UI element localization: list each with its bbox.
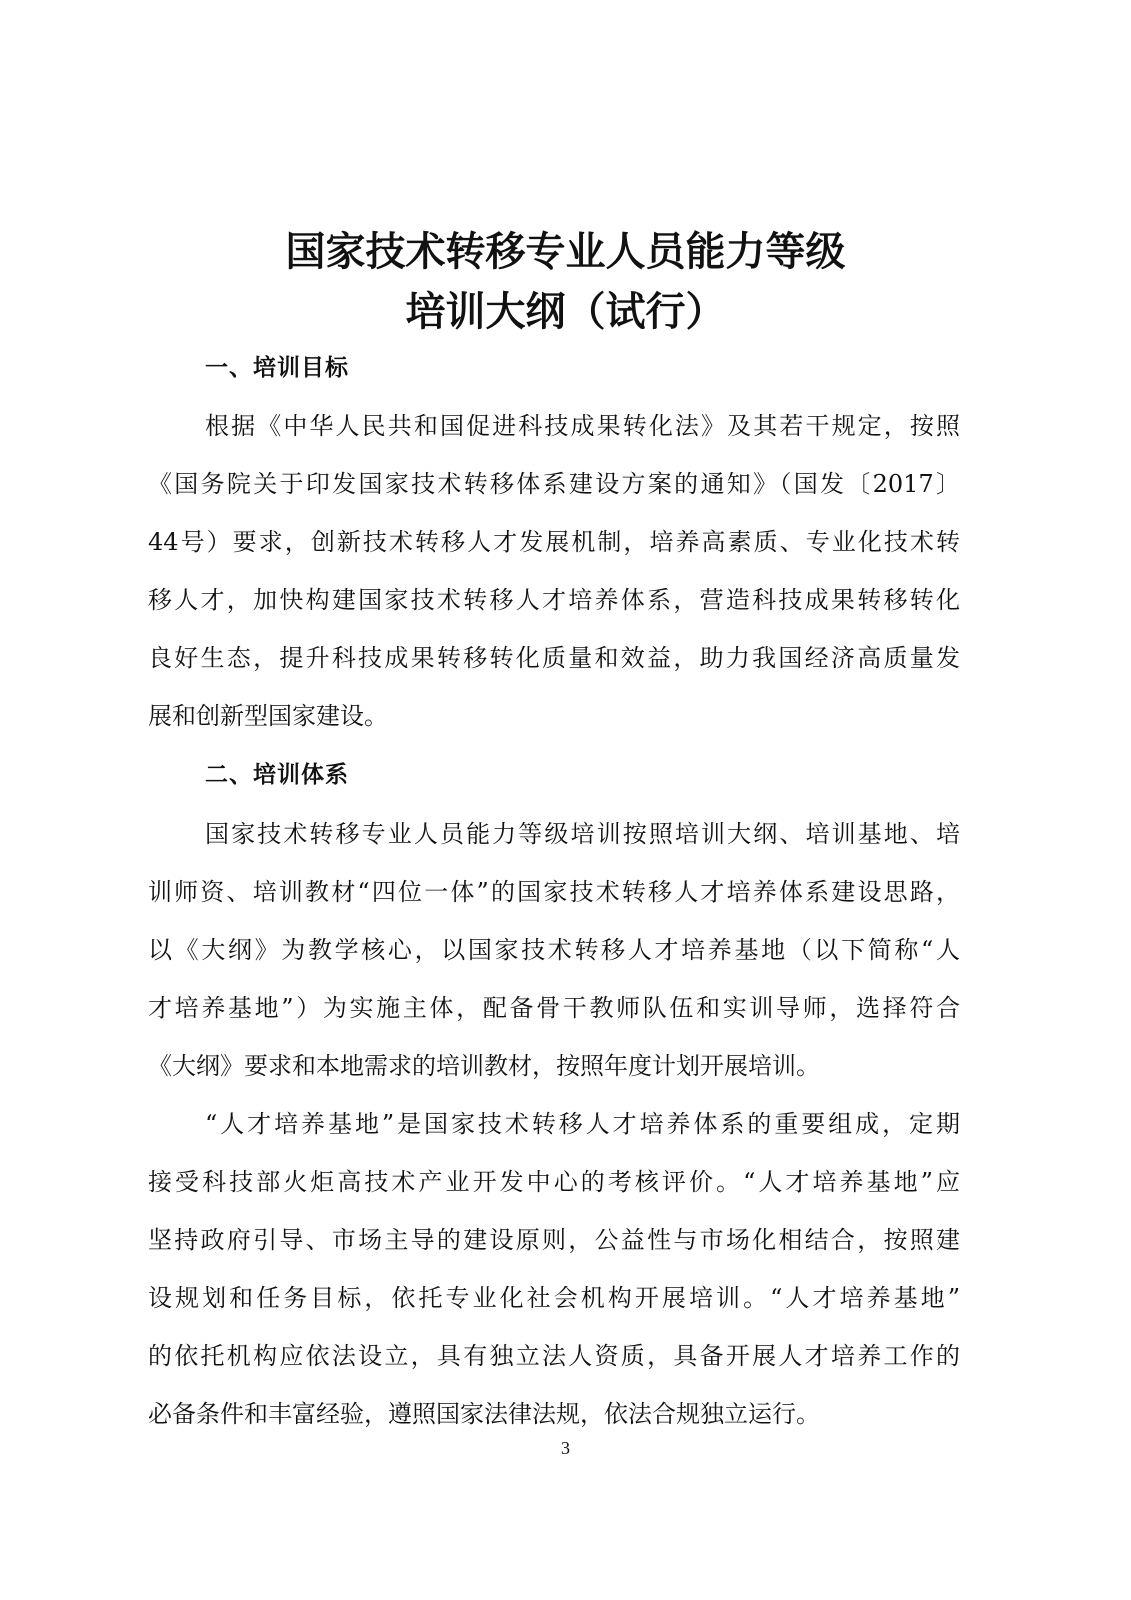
section-heading-training-system: 二、培训体系 [205, 762, 349, 788]
paragraph-line: 才培养基地”）为实施主体，配备骨干教师队伍和实训导师，选择符合 [148, 994, 960, 1022]
paragraph-line: 以《大纲》为教学核心，以国家技术转移人才培养基地（以下简称“人 [148, 936, 960, 964]
paragraph-line: 坚持政府引导、市场主导的建设原则，公益性与市场化相结合，按照建 [148, 1226, 960, 1254]
paragraph-line: 国家技术转移专业人员能力等级培训按照培训大纲、培训基地、培 [205, 820, 960, 848]
paragraph-line: 《大纲》要求和本地需求的培训教材，按照年度计划开展培训。 [148, 1052, 820, 1080]
paragraph-line: 移人才，加快构建国家技术转移人才培养体系，营造科技成果转移转化 [148, 586, 960, 614]
page-number: 3 [561, 1438, 570, 1458]
document-title-line-1: 国家技术转移专业人员能力等级 [285, 229, 846, 275]
paragraph-line: 良好生态，提升科技成果转移转化质量和效益，助力我国经济高质量发 [148, 644, 960, 672]
section-heading-training-goals: 一、培训目标 [205, 355, 349, 381]
paragraph-line: 接受科技部火炬高技术产业开发中心的考核评价。“人才培养基地”应 [148, 1168, 960, 1196]
paragraph-line: 《国务院关于印发国家技术转移体系建设方案的通知》（国发〔2017〕 [148, 470, 960, 498]
paragraph-line: 训师资、培训教材“四位一体”的国家技术转移人才培养体系建设思路， [148, 878, 960, 906]
paragraph-line: 设规划和任务目标，依托专业化社会机构开展培训。“人才培养基地” [148, 1284, 960, 1312]
paragraph-line: 的依托机构应依法设立，具有独立法人资质，具备开展人才培养工作的 [148, 1342, 960, 1370]
paragraph-line: 根据《中华人民共和国促进科技成果转化法》及其若干规定，按照 [205, 412, 960, 440]
paragraph-line: 展和创新型国家建设。 [148, 702, 388, 730]
paragraph-line: “人才培养基地”是国家技术转移人才培养体系的重要组成，定期 [205, 1110, 960, 1138]
paragraph-line: 44号）要求，创新技术转移人才发展机制，培养高素质、专业化技术转 [148, 528, 960, 556]
document-title-line-2: 培训大纲（试行） [405, 289, 726, 335]
paragraph-line: 必备条件和丰富经验，遵照国家法律法规，依法合规独立运行。 [148, 1400, 820, 1428]
